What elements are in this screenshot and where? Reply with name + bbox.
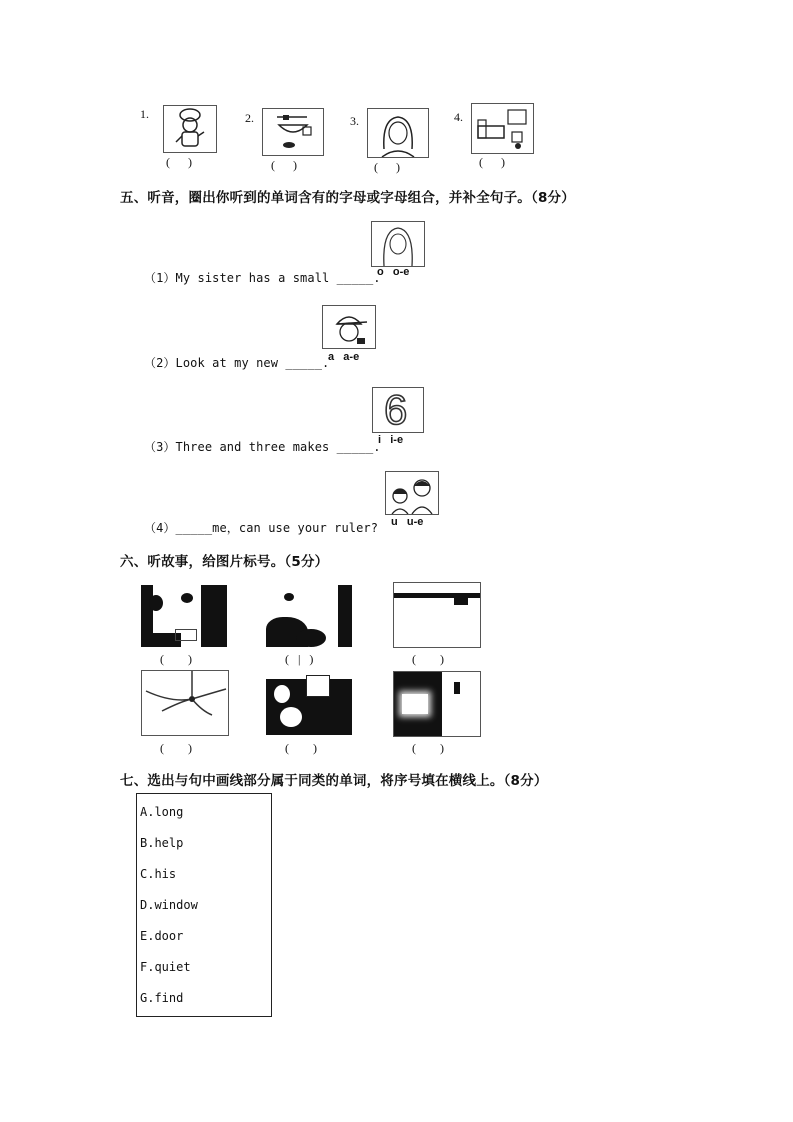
story-picture-2	[266, 585, 352, 647]
answer-parens[interactable]: ( )	[166, 155, 192, 169]
word-option: B.help	[140, 836, 184, 850]
letter-options[interactable]: a a-e	[328, 351, 360, 363]
sentence: （4）_____me，can use your ruler?	[144, 521, 379, 535]
word-option: C.his	[140, 867, 177, 881]
answer-parens[interactable]: ( )	[160, 741, 192, 755]
answer-parens[interactable]: ( )	[412, 652, 444, 666]
word-option: G.find	[140, 991, 184, 1005]
item-number: 4.	[454, 110, 463, 124]
chef-icon	[163, 105, 217, 153]
six-label: 6	[384, 387, 408, 433]
bedroom-icon	[471, 103, 534, 154]
answer-parens[interactable]: ( )	[271, 158, 297, 172]
section7-heading: 七、选出与句中画线部分属于同类的单词，将序号填在横线上。（8分）	[120, 773, 548, 789]
answer-parens[interactable]: ( )	[285, 741, 317, 755]
section6-heading: 六、听故事，给图片标号。（5分）	[120, 554, 329, 570]
sentence: （1）My sister has a small _____.	[144, 271, 381, 285]
girl-face-icon	[371, 221, 425, 267]
noodles-icon	[262, 108, 324, 156]
number-six-icon	[372, 387, 424, 433]
word-option: E.door	[140, 929, 184, 943]
word-option: D.window	[140, 898, 198, 912]
sentence: （3）Three and three makes _____.	[144, 440, 381, 454]
story-picture-6	[393, 671, 481, 737]
word-option: A.long	[140, 805, 184, 819]
item-number: 1.	[140, 107, 149, 121]
girl-icon	[367, 108, 429, 158]
word-option: F.quiet	[140, 960, 191, 974]
section5-heading: 五、听音，圈出你听到的单词含有的字母或字母组合，并补全句子。（8分）	[120, 190, 575, 206]
kids-icon	[385, 471, 439, 515]
item-number: 2.	[245, 111, 254, 125]
answer-parens[interactable]: ( )	[412, 741, 444, 755]
word-options-box	[136, 793, 272, 1017]
sentence: （2）Look at my new _____.	[144, 356, 330, 370]
story-picture-1	[141, 585, 227, 647]
story-picture-4	[141, 670, 229, 736]
answer-parens[interactable]: ( )	[160, 652, 192, 666]
story-picture-3	[393, 582, 481, 648]
item-number: 3.	[350, 114, 359, 128]
answer-parens[interactable]: ( )	[479, 155, 505, 169]
letter-options[interactable]: o o-e	[377, 266, 410, 278]
boy-cap-icon	[322, 305, 376, 349]
answer-parens[interactable]: ( | )	[285, 652, 314, 666]
letter-options[interactable]: i i-e	[378, 434, 404, 446]
story-picture-5	[266, 671, 352, 735]
answer-parens[interactable]: ( )	[374, 160, 400, 174]
letter-options[interactable]: u u-e	[391, 516, 424, 528]
